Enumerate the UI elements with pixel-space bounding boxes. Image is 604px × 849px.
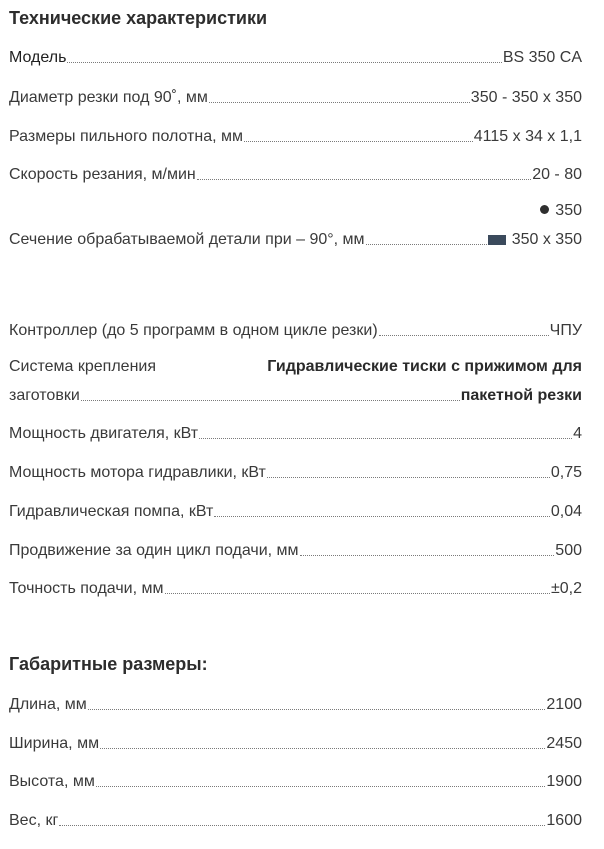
spec-value-round <box>540 202 582 220</box>
spec-label: Высота, мм <box>9 773 95 790</box>
filled-rectangle-icon <box>488 235 506 245</box>
spec-label: Диаметр резки под 90˚, мм <box>9 89 208 106</box>
spec-label: Модель <box>9 49 67 66</box>
spec-label: Мощность двигателя, кВт <box>9 425 199 442</box>
dim-row-width <box>9 731 582 753</box>
page-title: Технические характеристики <box>9 8 268 28</box>
spec-row-feed-accuracy <box>9 576 582 598</box>
spec-label: Мощность мотора гидравлики, кВт <box>9 464 266 481</box>
spec-row-clamping <box>9 383 582 405</box>
filled-circle-icon <box>540 205 549 214</box>
spec-label: Контроллер (до 5 программ в одном цикле резки) <box>9 322 378 339</box>
dot-leader <box>379 335 549 336</box>
dim-row-height <box>9 769 582 791</box>
spec-value: 350 x 350 <box>511 231 582 248</box>
spec-value: 20 - 80 <box>532 166 582 183</box>
dot-leader <box>209 102 470 103</box>
spec-value: 0,75 <box>550 464 582 481</box>
spec-value: 0,04 <box>550 503 582 520</box>
spec-row-cut-speed <box>9 162 582 184</box>
spec-label: Точность подачи, мм <box>9 580 164 597</box>
spec-value: BS 350 CA <box>502 49 582 66</box>
spec-label: Ширина, мм <box>9 735 100 752</box>
spec-value: пакетной резки <box>460 387 582 404</box>
spec-label: Сечение обрабатываемой детали при – 90°, мм <box>9 231 365 248</box>
dot-leader <box>197 179 531 180</box>
dot-leader <box>81 400 460 401</box>
spec-row-hydraulic-pump <box>9 499 582 521</box>
dot-leader <box>214 516 550 517</box>
dim-row-weight <box>9 808 582 830</box>
spec-label-clamping-line1: Система крепления <box>9 358 157 375</box>
spec-value: ЧПУ <box>549 322 582 339</box>
spec-row-feed-stroke <box>9 538 582 560</box>
dot-leader <box>244 141 473 142</box>
dot-leader <box>67 62 501 63</box>
spec-value: 2100 <box>546 696 582 713</box>
spec-value: 350 - 350 x 350 <box>470 89 582 106</box>
spec-row-cut-diameter <box>9 85 582 107</box>
dot-leader <box>267 477 550 478</box>
spec-row-controller <box>9 318 582 340</box>
spec-value: 4115 x 34 x 1,1 <box>473 128 582 145</box>
dot-leader <box>88 709 546 710</box>
spec-label: Размеры пильного полотна, мм <box>9 128 243 145</box>
spec-value: ±0,2 <box>550 580 582 597</box>
spec-label: заготовки <box>9 387 80 404</box>
spec-value: 500 <box>555 542 582 559</box>
dot-leader <box>100 748 545 749</box>
dim-row-length <box>9 692 582 714</box>
dot-leader <box>96 786 546 787</box>
dot-leader <box>300 555 555 556</box>
section-title-dimensions: Габаритные размеры: <box>9 654 208 674</box>
spec-label: Гидравлическая помпа, кВт <box>9 503 214 520</box>
spec-row-motor-power <box>9 421 582 443</box>
spec-value: 1900 <box>546 773 582 790</box>
spec-value-clamping-line1: Гидравлические тиски с прижимом для <box>267 358 582 375</box>
dot-leader <box>199 438 572 439</box>
spec-label: Скорость резания, м/мин <box>9 166 196 183</box>
spec-value: 4 <box>573 425 582 442</box>
dot-leader <box>165 593 550 594</box>
spec-row-hydraulic-motor <box>9 460 582 482</box>
dot-leader <box>59 825 545 826</box>
spec-label: Длина, мм <box>9 696 87 713</box>
spec-row-model <box>9 45 582 67</box>
spec-value: 1600 <box>546 812 582 829</box>
spec-label: Вес, кг <box>9 812 59 829</box>
spec-value-rect <box>488 231 582 249</box>
spec-row-cross-section <box>9 227 582 249</box>
spec-row-blade-size <box>9 124 582 146</box>
spec-value: 2450 <box>546 735 582 752</box>
spec-value: 350 <box>555 202 582 219</box>
spec-label: Продвижение за один цикл подачи, мм <box>9 542 299 559</box>
dot-leader <box>366 244 487 245</box>
